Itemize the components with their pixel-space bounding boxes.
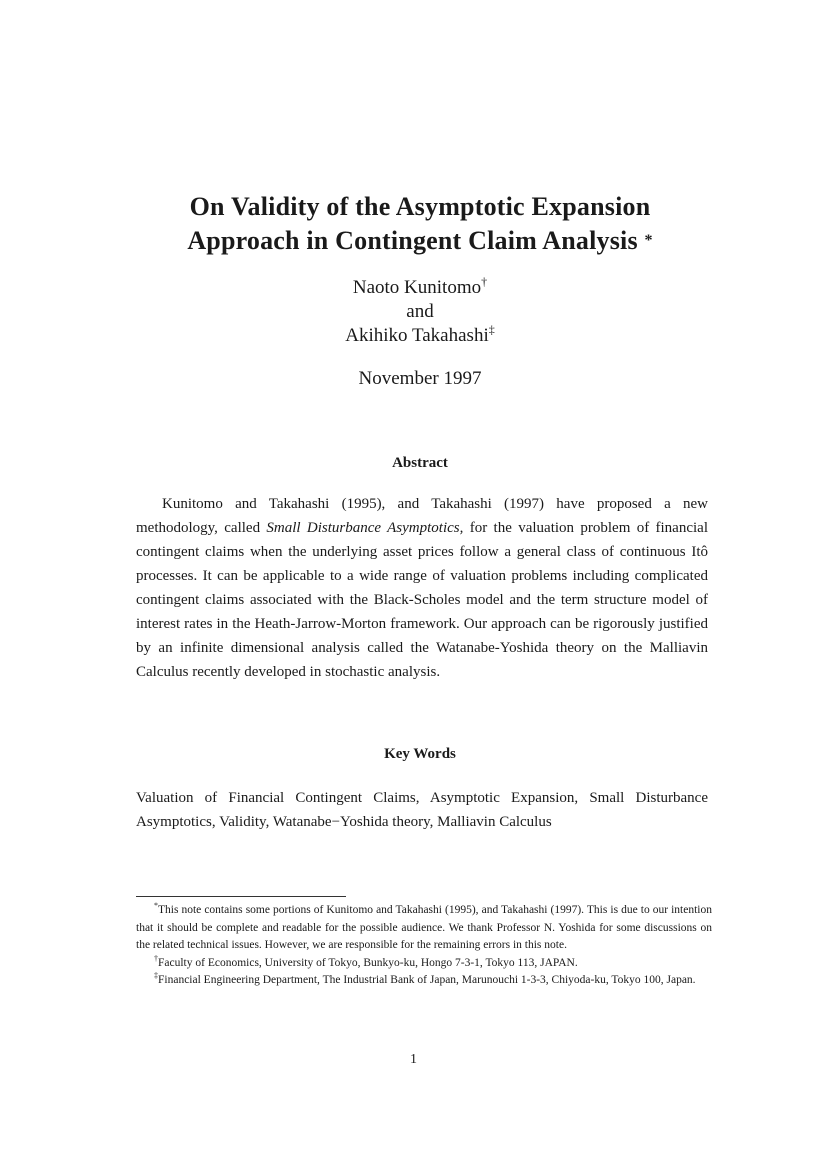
footnote [136,902,712,955]
abstract-heading: Abstract [392,455,448,471]
author-2-name: Akihiko Takahashi [345,325,489,346]
footnote-mark: † [154,953,158,963]
abstract-text-before: Kunitomo and Takahashi (1995), and Takahashi (1997) have proposed a new methodology, called [136,496,708,536]
keywords-body: Valuation of Financial Contingent Claims, Asymptotic Expansion, Small Disturbance Asymptotics, Validity, Watanabe−Yoshida theory, Malliavin Calculus [136,790,708,830]
author-2-mark: ‡ [488,322,495,337]
author-1 [230,276,610,300]
abstract-text-after: for the valuation problem of financial contingent claims when the underlying asset prices follow a general class of continuous Itô processes. It can be applicable to a wide range of valuation problems including complicated contingent claims associated with the Black-Scholes model and the term structure model of interest rates in the Heath-Jarrow-Morton framework. Our approach can be rigorously justified by an infinite dimensional analysis called the Watanabe-Yoshida theory on the Malliavin Calculus recently developed in stochastic analysis. [136,520,708,680]
footnotes [136,902,712,990]
footnote-mark: ‡ [154,971,158,981]
footnote-text: This note contains some portions of Kunitomo and Takahashi (1995), and Takahashi (1997). This is due to our intention that it should be complete and readable for the possible audience. We thank Professor N. Yoshida for some discussions on the related technical issues. However, we are responsible for the remaining errors in this note. [136,904,712,951]
author-block [230,276,610,348]
author-1-mark: † [481,274,488,289]
footnote [136,955,712,973]
author-conjunction: and [406,301,434,322]
paper-title [100,190,740,258]
title-line-2 [100,224,740,258]
author-2 [230,324,610,348]
footnote-text: Financial Engineering Department, The Industrial Bank of Japan, Marunouchi 1-3-3, Chiyoda-ku, Tokyo 100, Japan. [158,974,696,986]
title-line-2-text: Approach in Contingent Claim Analysis [187,226,638,255]
title-footnote-mark: * [644,232,653,249]
keywords-heading: Key Words [384,746,456,762]
footnote [136,972,712,990]
abstract-body [136,492,708,684]
footnote-rule [136,896,346,897]
footnote-mark: * [154,901,158,911]
author-1-name: Naoto Kunitomo [352,277,482,298]
page-number: 1 [410,1052,417,1067]
paper-date: November 1997 [358,368,482,389]
footnote-text: Faculty of Economics, University of Tokyo, Bunkyo-ku, Hongo 7-3-1, Tokyo 113, JAPAN. [158,956,578,969]
title-line-1: On Validity of the Asymptotic Expansion [189,192,651,221]
abstract-emphasis: Small Disturbance Asymptotics, [266,520,464,536]
